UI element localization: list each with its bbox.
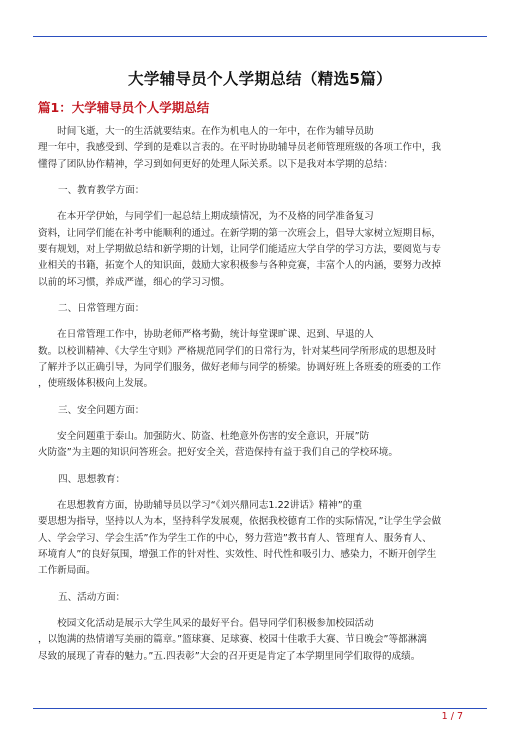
heading-teaching: 一、教育教学方面： — [58, 185, 145, 197]
text-line: 要有规划，对上学期做总结和新学期的计划，让同学们能适应大学自学的学习方法，要阅览与专 — [38, 244, 441, 256]
document-body — [38, 124, 486, 675]
text-line: 以前的坏习惯，养成严谨，细心的学习习惯。 — [38, 276, 230, 288]
text-line: 人、学会学习、学会生活”作为学生工作的中心，努力营造”教书育人、管理育人、服务育人、 — [38, 532, 432, 544]
heading-daily-management: 二、日常管理方面： — [58, 303, 145, 315]
heading-activities: 五、活动方面： — [58, 591, 126, 603]
heading-ideology: 四、思想教育： — [58, 473, 126, 485]
paragraph-activities — [38, 616, 486, 665]
text-line: 校园文化活动是展示大学生风采的最好平台。倡导同学们积极参加校园活动 — [38, 617, 374, 629]
footer-rule — [33, 708, 487, 709]
intro-paragraph — [38, 124, 486, 173]
text-line: 火防盗”为主题的知识问答班会。把好安全关，营造保持有益于我们自己的学校环境。 — [38, 447, 398, 459]
text-line: 理一年中，我感受到、学到的是难以言表的。在平时协助辅导员老师管理班级的各项工作中，我 — [38, 142, 441, 154]
text-line: ，以饱满的热情谱写美丽的篇章。”篮球赛、足球赛、校园十佳歌手大赛、节日晚会”等都淋漓 — [38, 634, 427, 646]
text-line: 资料，让同学们能在补考中能顺利的通过。在新学期的第一次班会上，倡导大家树立短期目标， — [38, 227, 441, 239]
text-line: 尽致的展现了青春的魅力。”五.四表彰”大会的召开更是肯定了本学期里同学们取得的成绩。 — [38, 650, 421, 662]
text-line: 在思想教育方面，协助辅导员以学习“《刘兴鼎同志1.22讲话》精神”的重 — [38, 499, 362, 511]
text-line: 工作新局面。 — [38, 565, 96, 577]
document-title: 大学辅导员个人学期总结（精选5篇） — [128, 70, 392, 88]
heading-safety: 三、安全问题方面： — [58, 404, 145, 416]
text-line: 了解并予以正确引导，为同学们服务，做好老师与同学的桥梁。协调好班上各班委的班委的工作 — [38, 362, 441, 374]
paragraph-daily-management — [38, 327, 486, 393]
paragraph-teaching — [38, 209, 486, 291]
text-line: 数。以校训精神、《大学生守则》严格规范同学们的日常行为，针对某些同学所形成的思想及时 — [38, 345, 437, 357]
text-line: 环境育人”的良好氛围，增强工作的针对性、实效性、时代性和吸引力、感染力，不断开创学生 — [38, 548, 437, 560]
text-line: 懂得了团队协作精神，学习到如何更好的处理人际关系。以下是我对本学期的总结： — [38, 158, 393, 170]
paragraph-safety — [38, 429, 486, 462]
page-number: 1 / 7 — [441, 711, 463, 722]
text-line: 安全问题重于泰山。加强防火、防盗、杜绝意外伤害的安全意识，开展”防 — [38, 430, 370, 442]
text-line: 时间飞逝，大一的生活就要结束。在作为机电人的一年中，在作为辅导员助 — [38, 126, 374, 137]
text-line: 在日常管理工作中，协助老师严格考勤，统计每堂课旷课、迟到、早退的人 — [38, 329, 374, 341]
paragraph-ideology — [38, 498, 486, 580]
text-line: ，使班级体积极向上发展。 — [38, 378, 154, 390]
header-rule — [33, 36, 487, 37]
section-title: 篇1：大学辅导员个人学期总结 — [38, 100, 210, 115]
text-line: 要思想为指导，坚持以人为本，坚持科学发展观，依据我校德育工作的实际情况，”让学生学会做 — [38, 516, 442, 528]
text-line: 在本开学伊始，与同学们一起总结上期成绩情况，为不及格的同学准备复习 — [38, 211, 374, 223]
text-line: 业相关的书籍，拓宽个人的知识面，鼓励大家积极参与各种竞赛，丰富个人的内涵，要努力改掉 — [38, 260, 441, 272]
